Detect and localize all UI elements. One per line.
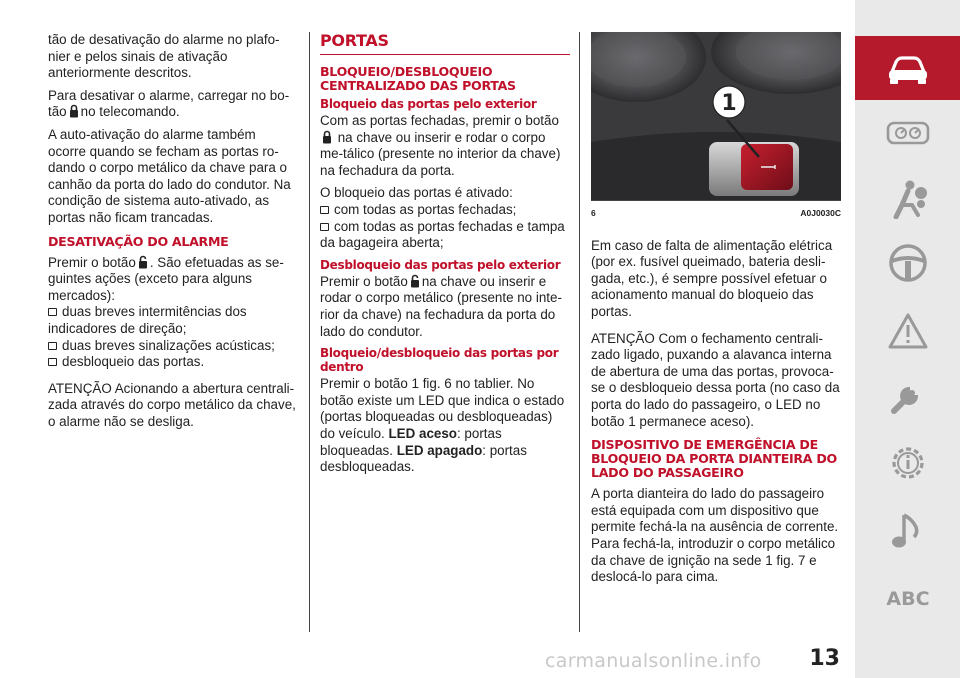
watermark-text: carmanualsonline.info [545,650,762,672]
paragraph: Premir o botão 1 fig. 6 no tablier. No botão existe um LED que indica o estado (portas bloqueadas ou desbloqueadas) do veículo. LED aceso: portas bloqueadas. LED apagado: portas desbloqueadas. [320,376,565,475]
settings-info-icon[interactable] [885,440,931,486]
section-heading: DISPOSITIVO DE EMERGÊNCIA DE BLOQUEIO DA PORTA DIANTEIRA DO LADO DO PASSAGEIRO [591,437,837,481]
chapter-title: PORTAS [320,32,570,55]
note-paragraph: ATENÇÃO Com o fechamento centrali-zado ligado, puxando a alavanca interna de abertura de uma das portas, provoca-se o desbloqueio dessa porta (no caso da porta do lado do passageiro, o LED no botão 1 permanece aceso). [591,330,840,429]
text: Premir o botão [48,254,136,270]
list-item: duas breves intermitências dos indicadores de direção; [48,304,247,336]
bullet-list [320,202,570,252]
figure-caption [591,200,841,238]
paragraph: A auto-ativação do alarme também ocorre quando se fecham as portas ro-dando o corpo metálico da chave para o canhão da porta do lado do condutor. Na condição de sistema auto-ativado, as portas não ficam trancadas. [48,126,291,225]
column-left [48,32,296,436]
dashboard-photo-illustration [591,32,841,200]
steering-wheel-icon[interactable] [885,240,931,286]
figure-number: 6 [591,208,596,218]
bullet-list [48,304,296,370]
warning-icon[interactable] [885,308,931,354]
paragraph: Premir o botão na chave ou inserir e rodar o corpo metálico (presente no inte-rior da chave) na fechadura da porta do lado do condutor. [320,273,562,339]
subsection-heading: Bloqueio/desbloqueio das portas por dentro [320,346,559,375]
checkbox-bullet-icon [48,308,57,316]
car-icon[interactable] [885,46,931,92]
list-item: duas breves sinalizações acústicas; [48,338,296,355]
text: no telecomando. [80,104,180,120]
paragraph: tão de desativação do alarme no plafo-nier e pelos sinais de ativação anteriormente descritos. [48,32,280,81]
wrench-icon[interactable] [885,374,931,420]
checkbox-bullet-icon [320,206,329,214]
padlock-icon [69,104,79,118]
padlock-open-icon [410,274,420,288]
paragraph: O bloqueio das portas é ativado: [320,185,513,201]
checkbox-bullet-icon [48,342,57,350]
page-number: 13 [809,646,840,671]
column-divider [309,32,310,632]
chapter-sidebar [855,0,960,678]
note-paragraph: ATENÇÃO Acionando a abertura centrali-zada através do corpo metálico da chave, o alarme não se desliga. [48,380,296,429]
figure-door-lock-button [591,32,841,200]
text: Para desativar o alarme, carregar no bo-tão [48,87,290,120]
airbag-icon[interactable] [885,176,931,222]
led-off-label: LED apagado [396,442,483,458]
paragraph [48,255,296,305]
checkbox-bullet-icon [48,358,57,366]
section-heading: DESATIVAÇÃO DO ALARME [48,233,229,249]
padlock-icon [322,130,332,144]
figure-callout: 1 [721,91,737,116]
subsection-heading: Bloqueio das portas pelo exterior [320,97,537,111]
led-on-label: LED aceso [388,425,457,441]
paragraph: Com as portas fechadas, premir o botão na chave ou inserir e rodar o corpo me-tálico (presente no interior da chave) na fechadura da porta. [320,113,561,178]
subsection-heading: Desbloqueio das portas pelo exterior [320,257,561,272]
padlock-open-icon [138,255,148,269]
section-heading: BLOQUEIO/DESBLOQUEIO CENTRALIZADO DAS PORTAS [320,64,516,93]
music-note-icon[interactable] [885,508,931,554]
sidebar-item-abc-index[interactable]: ABC [886,588,930,610]
text: . São efetuadas as se-guintes ações (exceto para alguns mercados): [48,254,284,303]
column-right [591,32,841,592]
checkbox-bullet-icon [320,223,329,231]
paragraph: Em caso de falta de alimentação elétrica (por ex. fusível queimado, bateria desli-gada, etc.), é sempre possível efetuar o acionamento manual do bloqueio das portas. [591,237,833,319]
dashboard-icon[interactable] [885,110,931,156]
column-divider [579,32,580,632]
list-item: com todas as portas fechadas; [320,202,570,219]
figure-code: A0J0030C [800,208,841,218]
column-middle [320,32,570,482]
paragraph [48,88,296,121]
paragraph: A porta dianteira do lado do passageiro está equipada com um dispositivo que permite fechá-la na ausência de corrente. Para fechá-la, introduzir o corpo metálico da chave de ignição na sede 1 fig. 7 e deslocá-lo para cima. [591,486,839,585]
list-item: desbloqueio das portas. [48,354,296,371]
list-item: com todas as portas fechadas e tampa da bagageira aberta; [320,218,565,251]
